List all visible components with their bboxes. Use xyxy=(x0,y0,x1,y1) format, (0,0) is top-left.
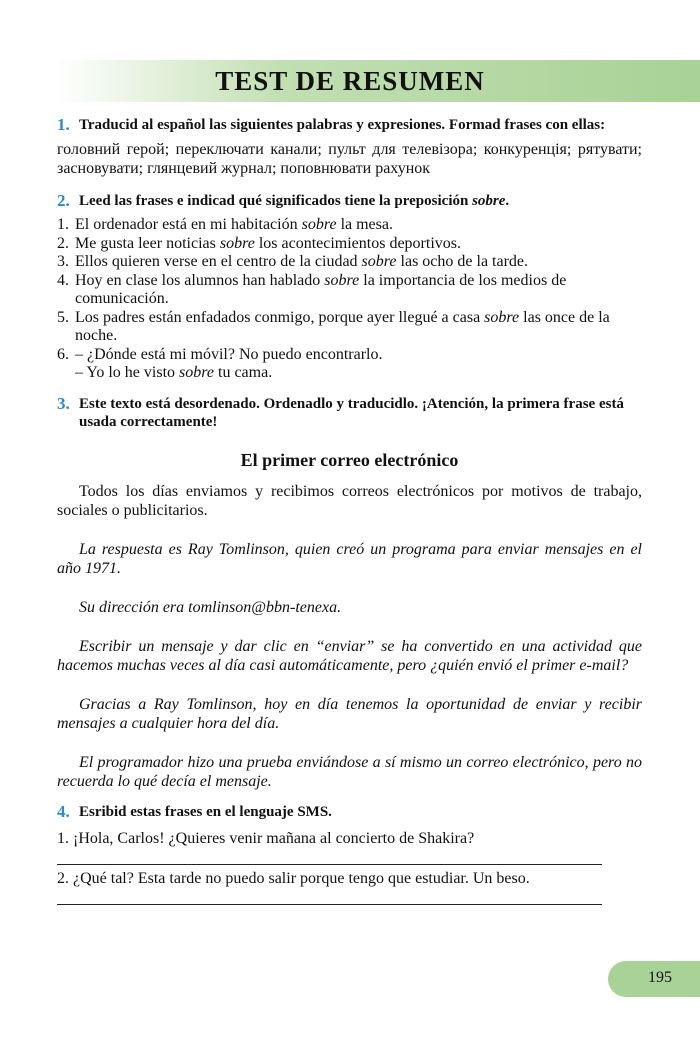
paragraph: Todos los días enviamos y recibimos correos electrónicos por motivos de trabajo, sociales o publicitarios. xyxy=(57,482,642,519)
text-heading: El primer correo electrónico xyxy=(240,449,459,470)
paragraph: Escribir un mensaje y dar clic en “enviar” se ha convertido en una actividad que hacemos muchas veces al día casi automáticamente, pero ¿quién envió el primer e-mail? xyxy=(57,637,642,674)
task-text: Este texto está desordenado. Ordenadlo y traducidlo. ¡Atención, la primera frase está usada correctamente! xyxy=(79,395,624,430)
list-item: 5. Los padres están enfadados conmigo, porque ayer llegué a casa sobre las once de la noche. xyxy=(57,308,610,344)
answer-line xyxy=(57,864,602,865)
task-4-instruction xyxy=(57,803,642,821)
paragraph: La respuesta es Ray Tomlinson, quien creó un programa para enviar mensajes en el año 1971. xyxy=(57,540,642,577)
page-content xyxy=(57,116,642,905)
list-item: 3. Ellos quieren verse en el centro de la ciudad sobre las ocho de la tarde. xyxy=(57,253,529,270)
task-text: Leed las frases e indicad qué significados tiene la preposición sobre. xyxy=(79,193,510,209)
page-number: 195 xyxy=(648,969,672,986)
paragraph: Gracias a Ray Tomlinson, hoy en día tenemos la oportunidad de enviar y recibir mensajes a cualquier hora del día. xyxy=(57,695,642,732)
task-number: 3. xyxy=(57,393,70,413)
task-number: 4. xyxy=(57,801,70,821)
paragraph: Su dirección era tomlinson@bbn-tenexa. xyxy=(79,598,342,616)
task-text: Traducid al español las siguientes palabras y expresiones. Formad frases con ellas: xyxy=(79,117,606,133)
page-title: TEST DE RESUMEN xyxy=(215,66,485,96)
vocabulary-list: головний герой; переключати канали; пульт для телевізора; конкуренція; рятувати; засновувати; глянцевий журнал; поповнювати рахунок xyxy=(57,141,642,177)
task-text: Esribid estas frases en el lenguaje SMS. xyxy=(79,803,332,820)
task-number: 2. xyxy=(57,191,70,210)
task-3-instruction xyxy=(57,395,642,431)
list-item: 4. Hoy en clase los alumnos han hablado sobre la importancia de los medios de comunicación. xyxy=(57,271,567,307)
sentence-list xyxy=(57,216,642,383)
list-item: 2. Me gusta leer noticias sobre los acontecimientos deportivos. xyxy=(57,234,461,252)
sms-sentence: 2. ¿Qué tal? Esta tarde no puedo salir porque tengo que estudiar. Un beso. xyxy=(57,869,530,887)
answer-line xyxy=(57,904,602,905)
list-item: 1. El ordenador está en mi habitación sobre la mesa. xyxy=(57,216,393,233)
paragraph: El programador hizo una prueba enviándose a sí mismo un correo electrónico, pero no recuerda lo qué decía el mensaje. xyxy=(57,753,642,790)
task-number: 1. xyxy=(57,115,70,134)
task-1-instruction xyxy=(57,116,642,134)
task-2-instruction xyxy=(57,192,642,210)
list-item: – Yo lo he visto sobre tu cama. xyxy=(75,364,273,381)
sms-sentence: 1. ¡Hola, Carlos! ¿Quieres venir mañana al concierto de Shakira? xyxy=(57,829,475,847)
list-item: 6. – ¿Dónde está mi móvil? No puedo encontrarlo. xyxy=(57,345,383,363)
